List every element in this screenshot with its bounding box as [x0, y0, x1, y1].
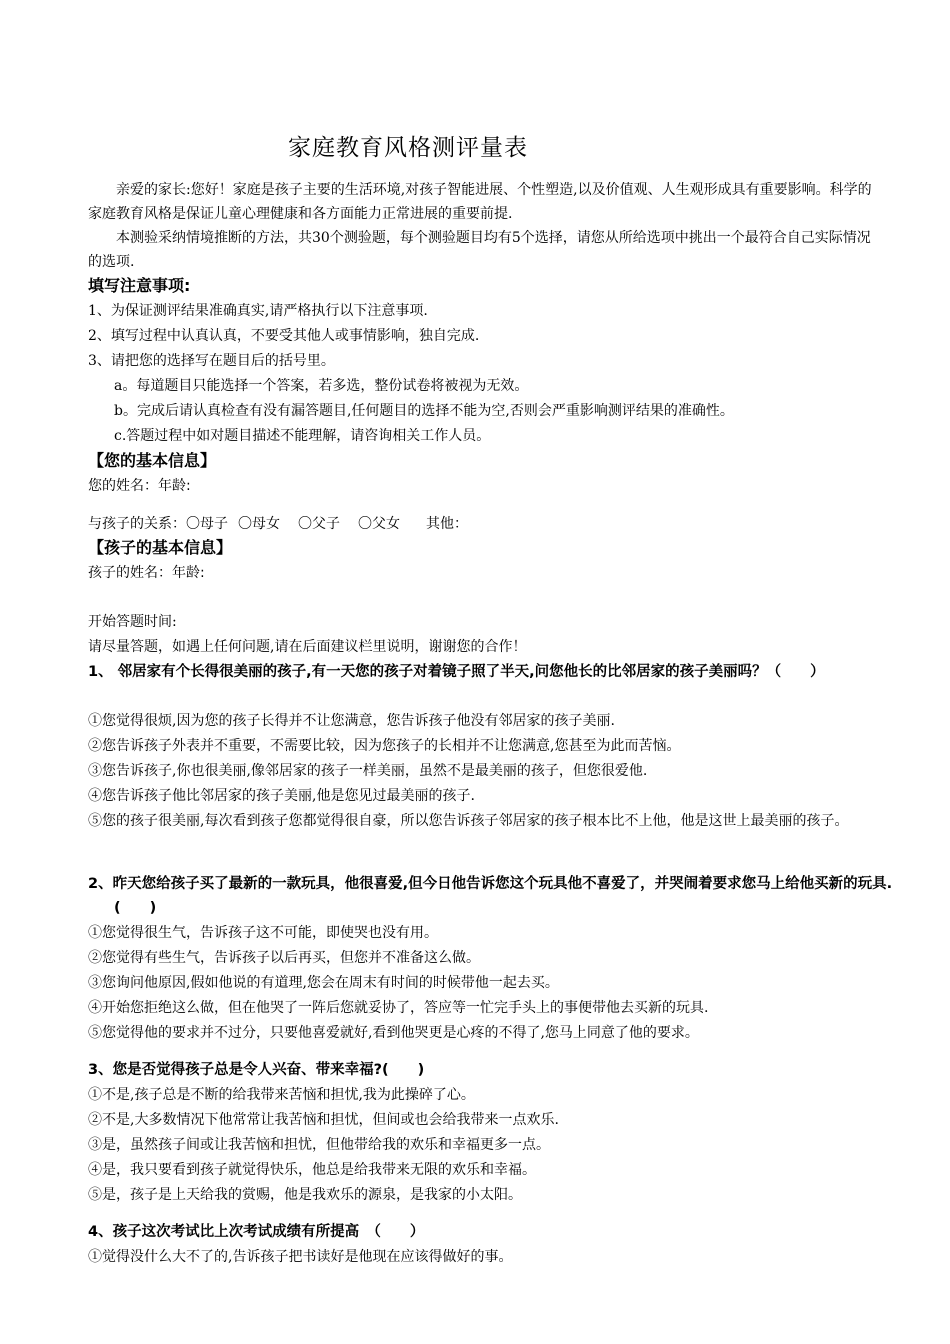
instruction-note: 请尽量答题，如遇上任何问题,请在后面建议栏里说明，谢谢您的合作！: [88, 639, 527, 655]
intro-paragraph-2: 本测验采纳情境推断的方法，共30个测验题，每个测验题目均有5个选择，请您从所给选项中挑出一个最符合自己实际情况的选项.: [88, 230, 871, 270]
your-name-age: 您的姓名：年龄:: [88, 478, 191, 494]
relation-other-label: 其他：: [426, 516, 468, 532]
relation-option-father-son[interactable]: 〇父子: [298, 516, 340, 532]
question-3-option-3: ③是，虽然孩子间或让我苦恼和担忧，但他带给我的欢乐和幸福更多一点。: [88, 1137, 550, 1153]
question-3: 3、您是否觉得孩子总是令人兴奋、带来幸福?( ): [88, 1062, 425, 1078]
question-2-option-2: ②您觉得有些生气，告诉孩子以后再买，但您并不准备这么做。: [88, 950, 480, 966]
question-1-option-4: ④您告诉孩子他比邻居家的孩子美丽,他是您见过最美丽的孩子.: [88, 788, 475, 804]
start-time-label: 开始答题时间:: [88, 614, 177, 630]
question-2-option-1: ①您觉得很生气，告诉孩子这不可能，即使哭也没有用。: [88, 925, 438, 941]
question-1-option-5: ⑤您的孩子很美丽,每次看到孩子您都觉得很自豪，所以您告诉孩子邻居家的孩子根本比不上他，他是这世上最美丽的孩子。: [88, 813, 849, 829]
question-3-option-1: ①不是,孩子总是不断的给我带来苦恼和担忧,我为此操碎了心。: [88, 1087, 475, 1103]
note-item-3: 3、请把您的选择写在题目后的括号里。: [88, 353, 335, 369]
question-2-option-4: ④开始您拒绝这么做，但在他哭了一阵后您就妥协了，答应等一忙完手头上的事便带他去买新的玩具.: [88, 1000, 709, 1016]
question-3-option-5: ⑤是，孩子是上天给我的赏赐，他是我欢乐的源泉，是我家的小太阳。: [88, 1187, 522, 1203]
relation-option-mother-daughter[interactable]: 〇母女: [238, 516, 280, 532]
note-sub-item-a: a。每道题目只能选择一个答案，若多选，整份试卷将被视为无效。: [114, 378, 529, 394]
relation-option-father-daughter[interactable]: 〇父女: [358, 516, 400, 532]
question-1-option-1: ①您觉得很烦,因为您的孩子长得并不让您满意，您告诉孩子他没有邻居家的孩子美丽.: [88, 713, 615, 729]
relation-label: 与孩子的关系：: [88, 516, 186, 532]
intro-paragraph-1: 亲爱的家长:您好！家庭是孩子主要的生活环境,对孩子智能进展、个性塑造,以及价值观、人生观形成具有重要影响。科学的家庭教育风格是保证儿童心理健康和各方面能力正常进展的重要前提.: [88, 182, 872, 222]
note-item-1: 1、为保证测评结果准确真实,请严格执行以下注意事项.: [88, 303, 428, 319]
document-title: 家庭教育风格测评量表: [288, 135, 528, 161]
question-3-option-2: ②不是,大多数情况下他常常让我苦恼和担忧，但间或也会给我带来一点欢乐.: [88, 1112, 559, 1128]
note-sub-item-b: b。完成后请认真检查有没有漏答题目,任何题目的选择不能为空,否则会严重影响测评结果的准确性。: [114, 403, 734, 419]
your-info-heading: 【您的基本信息】: [88, 451, 217, 470]
question-1: 1、 邻居家有个长得很美丽的孩子,有一天您的孩子对着镜子照了半天,问您他长的比邻居家的孩子美丽吗？（ ）: [88, 664, 825, 680]
question-4: 4、孩子这次考试比上次考试成绩有所提高 （ ）: [88, 1224, 425, 1240]
question-2-option-5: ⑤您觉得他的要求并不过分，只要他喜爱就好,看到他哭更是心疼的不得了,您马上同意了他的要求。: [88, 1025, 699, 1041]
relation-option-mother-son[interactable]: 〇母子: [186, 516, 228, 532]
question-4-option-1: ①觉得没什么大不了的,告诉孩子把书读好是他现在应该得做好的事。: [88, 1249, 513, 1265]
question-2: 2、昨天您给孩子买了最新的一款玩具，他很喜爱,但今日他告诉您这个玩具他不喜爱了，并哭闹着要求您马上给他买新的玩具.( ): [88, 876, 893, 916]
relation-row: [88, 512, 878, 536]
note-item-2: 2、填写过程中认真认真，不要受其他人或事情影响，独自完成.: [88, 328, 480, 344]
child-info-heading: 【孩子的基本信息】: [88, 538, 233, 557]
question-2-option-3: ③您询问他原因,假如他说的有道理,您会在周末有时间的时候带他一起去买。: [88, 975, 559, 991]
note-sub-item-c: c.答题过程中如对题目描述不能理解，请咨询相关工作人员。: [114, 428, 491, 444]
question-1-option-2: ②您告诉孩子外表并不重要，不需要比较，因为您孩子的长相并不让您满意,您甚至为此而苦恼。: [88, 738, 681, 754]
question-3-option-4: ④是，我只要看到孩子就觉得快乐，他总是给我带来无限的欢乐和幸福。: [88, 1162, 536, 1178]
notes-heading: 填写注意事项:: [88, 276, 191, 295]
question-1-option-3: ③您告诉孩子,你也很美丽,像邻居家的孩子一样美丽，虽然不是最美丽的孩子，但您很爱他.: [88, 763, 648, 779]
child-name-age: 孩子的姓名：年龄:: [88, 565, 205, 581]
